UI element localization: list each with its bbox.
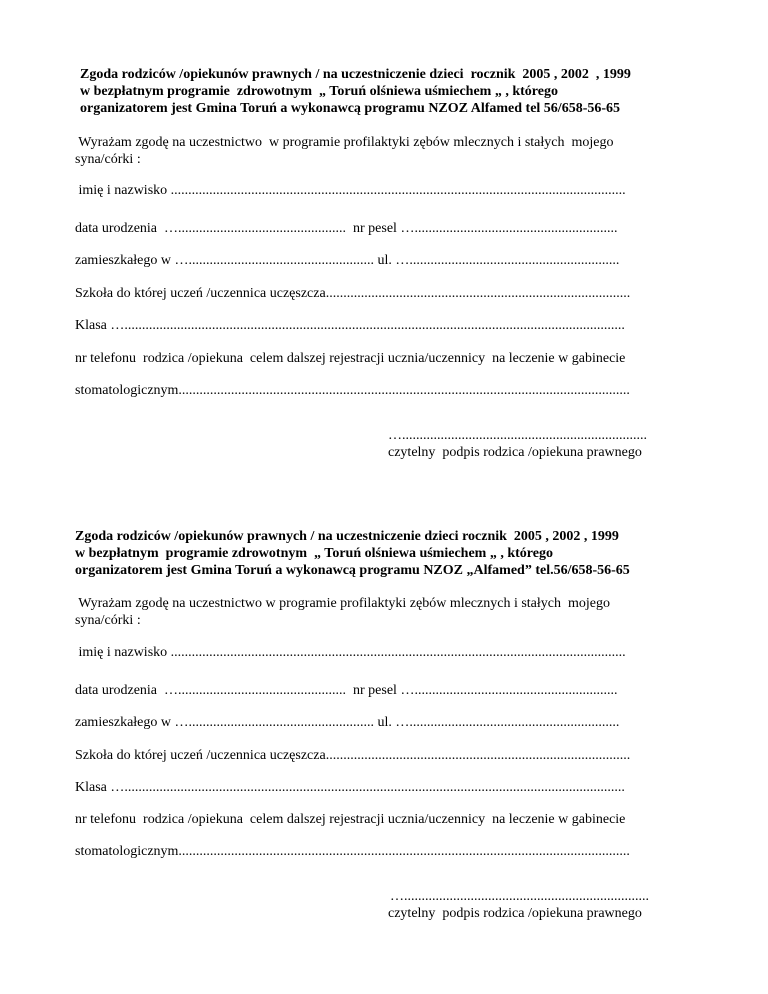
phone-text: nr telefonu rodzica /opiekuna celem dalszej rejestracji ucznia/uczennicy na leczenie w gabinecie [75, 812, 626, 827]
school-field[interactable]: Szkoła do której uczeń /uczennica uczęszcza....................................................................................... [75, 286, 631, 301]
consent-text-line-1: Wyrażam zgodę na uczestnictwo w programie profilaktyki zębów mlecznych i stałych mojego [75, 135, 614, 150]
name-field[interactable]: imię i nazwisko .................................................................................................................................. [75, 645, 626, 660]
form-title-line-1: Zgoda rodziców /opiekunów prawnych / na uczestniczenie dzieci rocznik 2005 , 2002 , 1999 [80, 67, 631, 82]
form-title-line-3: organizatorem jest Gmina Toruń a wykonawcą programu NZOZ „Alfamed” tel.56/658-56-65 [75, 563, 630, 578]
birth-pesel-field[interactable]: data urodzenia …................................................ nr pesel ….......................................................... [75, 683, 618, 698]
address-field[interactable]: zamieszkałego w …..................................................... ul. …............................................................ [75, 253, 620, 268]
class-field[interactable]: Klasa …............................................................................................................................................... [75, 318, 625, 333]
form-title-line-2: w bezpłatnym programie zdrowotnym „ Toruń olśniewa uśmiechem „ , którego [75, 546, 553, 561]
form-title-line-2: w bezpłatnym programie zdrowotnym „ Toruń olśniewa uśmiechem „ , którego [80, 84, 558, 99]
phone-text: nr telefonu rodzica /opiekuna celem dalszej rejestracji ucznia/uczennicy na leczenie w gabinecie [75, 351, 626, 366]
signature-field[interactable]: …...................................................................... [388, 428, 647, 443]
name-field[interactable]: imię i nazwisko .................................................................................................................................. [75, 183, 626, 198]
consent-text-line-1: Wyrażam zgodę na uczestnictwo w programie profilaktyki zębów mlecznych i stałych mojego [75, 596, 610, 611]
signature-label: czytelny podpis rodzica /opiekuna prawnego [388, 906, 642, 921]
phone-field[interactable]: stomatologicznym................................................................................................................................. [75, 844, 630, 859]
signature-label: czytelny podpis rodzica /opiekuna prawnego [388, 445, 642, 460]
class-field[interactable]: Klasa …............................................................................................................................................... [75, 780, 625, 795]
school-field[interactable]: Szkoła do której uczeń /uczennica uczęszcza....................................................................................... [75, 748, 631, 763]
form-title-line-1: Zgoda rodziców /opiekunów prawnych / na uczestniczenie dzieci rocznik 2005 , 2002 , 1999 [75, 529, 619, 544]
phone-field[interactable]: stomatologicznym................................................................................................................................. [75, 383, 630, 398]
birth-pesel-field[interactable]: data urodzenia …................................................ nr pesel ….......................................................... [75, 221, 618, 236]
address-field[interactable]: zamieszkałego w …..................................................... ul. …............................................................ [75, 715, 620, 730]
consent-text-line-2: syna/córki : [75, 152, 141, 167]
form-title-line-3: organizatorem jest Gmina Toruń a wykonawcą programu NZOZ Alfamed tel 56/658-56-65 [80, 101, 621, 116]
consent-text-line-2: syna/córki : [75, 613, 141, 628]
signature-field[interactable]: …...................................................................... [390, 889, 649, 904]
